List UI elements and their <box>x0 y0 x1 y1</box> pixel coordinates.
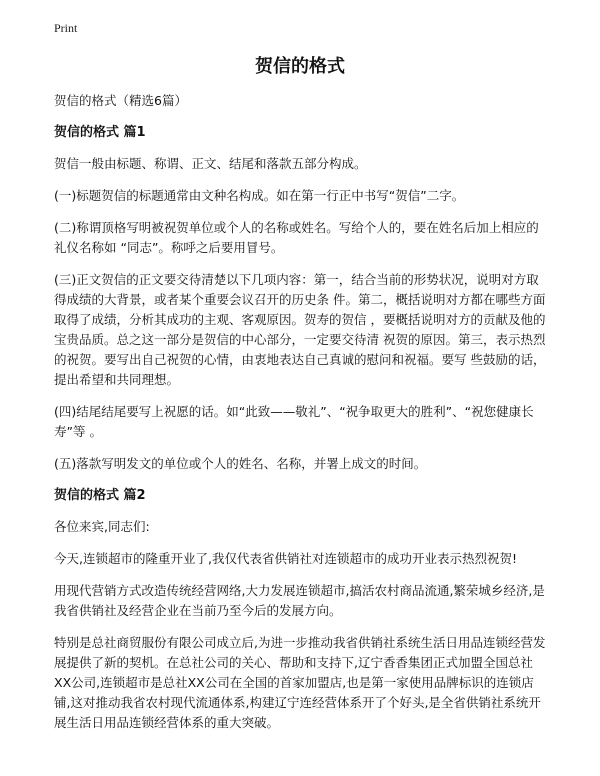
paragraph: (二)称谓顶格写明被祝贺单位或个人的名称或姓名。写给个人的，要在姓名后加上相应的礼仪名称如 “同志”。称呼之后要用冒号。 <box>54 220 539 255</box>
paragraph: 各位来宾,同志们: <box>54 519 150 534</box>
paragraph: (五)落款写明发文的单位或个人的姓名、名称，并署上成文的时间。 <box>54 456 427 471</box>
section-heading-2: 贺信的格式 篇2 <box>54 488 146 503</box>
article-subtitle: 贺信的格式（精选6篇） <box>54 93 187 108</box>
paragraph: (四)结尾结尾要写上祝愿的话。如“此致——敬礼”、“祝争取更大的胜利”、“祝您健康长寿”等 。 <box>54 404 534 439</box>
paragraph: 用现代营销方式改造传统经营网络,大力发展连锁超市,搞活农村商品流通,繁荣城乡经济,是我省供销社及经营企业在当前乃至今后的发展方向。 <box>54 583 545 618</box>
article-body <box>54 91 550 745</box>
page-title: 贺信的格式 <box>255 56 345 77</box>
section-heading-1: 贺信的格式 篇1 <box>54 125 146 140</box>
paragraph: 今天,连锁超市的隆重开业了,我仅代表省供销社对连锁超市的成功开业表示热烈祝贺! <box>54 551 517 566</box>
paragraph: (一)标题贺信的标题通常由文种名构成。如在第一行正中书写“贺信”二字。 <box>54 188 465 203</box>
paragraph: (三)正文贺信的正文要交待清楚以下几项内容：第一，结合当前的形势状况，说明对方取得成绩的大背景，或者某个重要会议召开的历史条 件。第二，概括说明对方都在哪些方面取得了成绩，分析其成功的主观、客观原因。贺寿的贺信 ，要概括说明对方的贡献及他的宝贵品质。总之这一部分是贺信的中心部分，一定要交待清 祝贺的原因。第三，表示热烈的祝贺。要写出自己祝贺的心情，由衷地表达自己真诚的慰问和祝福。要写 些鼓励的话，提出希望和共同理想。 <box>54 272 546 387</box>
paragraph: 贺信一般由标题、称谓、正文、结尾和落款五部分构成。 <box>54 156 367 171</box>
paragraph: 特别是总社商贸服份有限公司成立后,为进一步推动我省供销社系统生活日用品连锁经营发展提供了新的契机。在总社公司的关心、帮助和支持下,辽宁香香集团正式加盟全国总社XX公司,连锁超市是总社XX公司在全国的首家加盟店,也是第一家使用品牌标识的连锁店铺,这对推动我省农村现代流通体系,构建辽宁连经营体系开了个好头,是全省供销社系统开展生活日用品连锁经营体系的重大突破。 <box>54 635 546 730</box>
print-link[interactable]: Print <box>54 21 78 35</box>
